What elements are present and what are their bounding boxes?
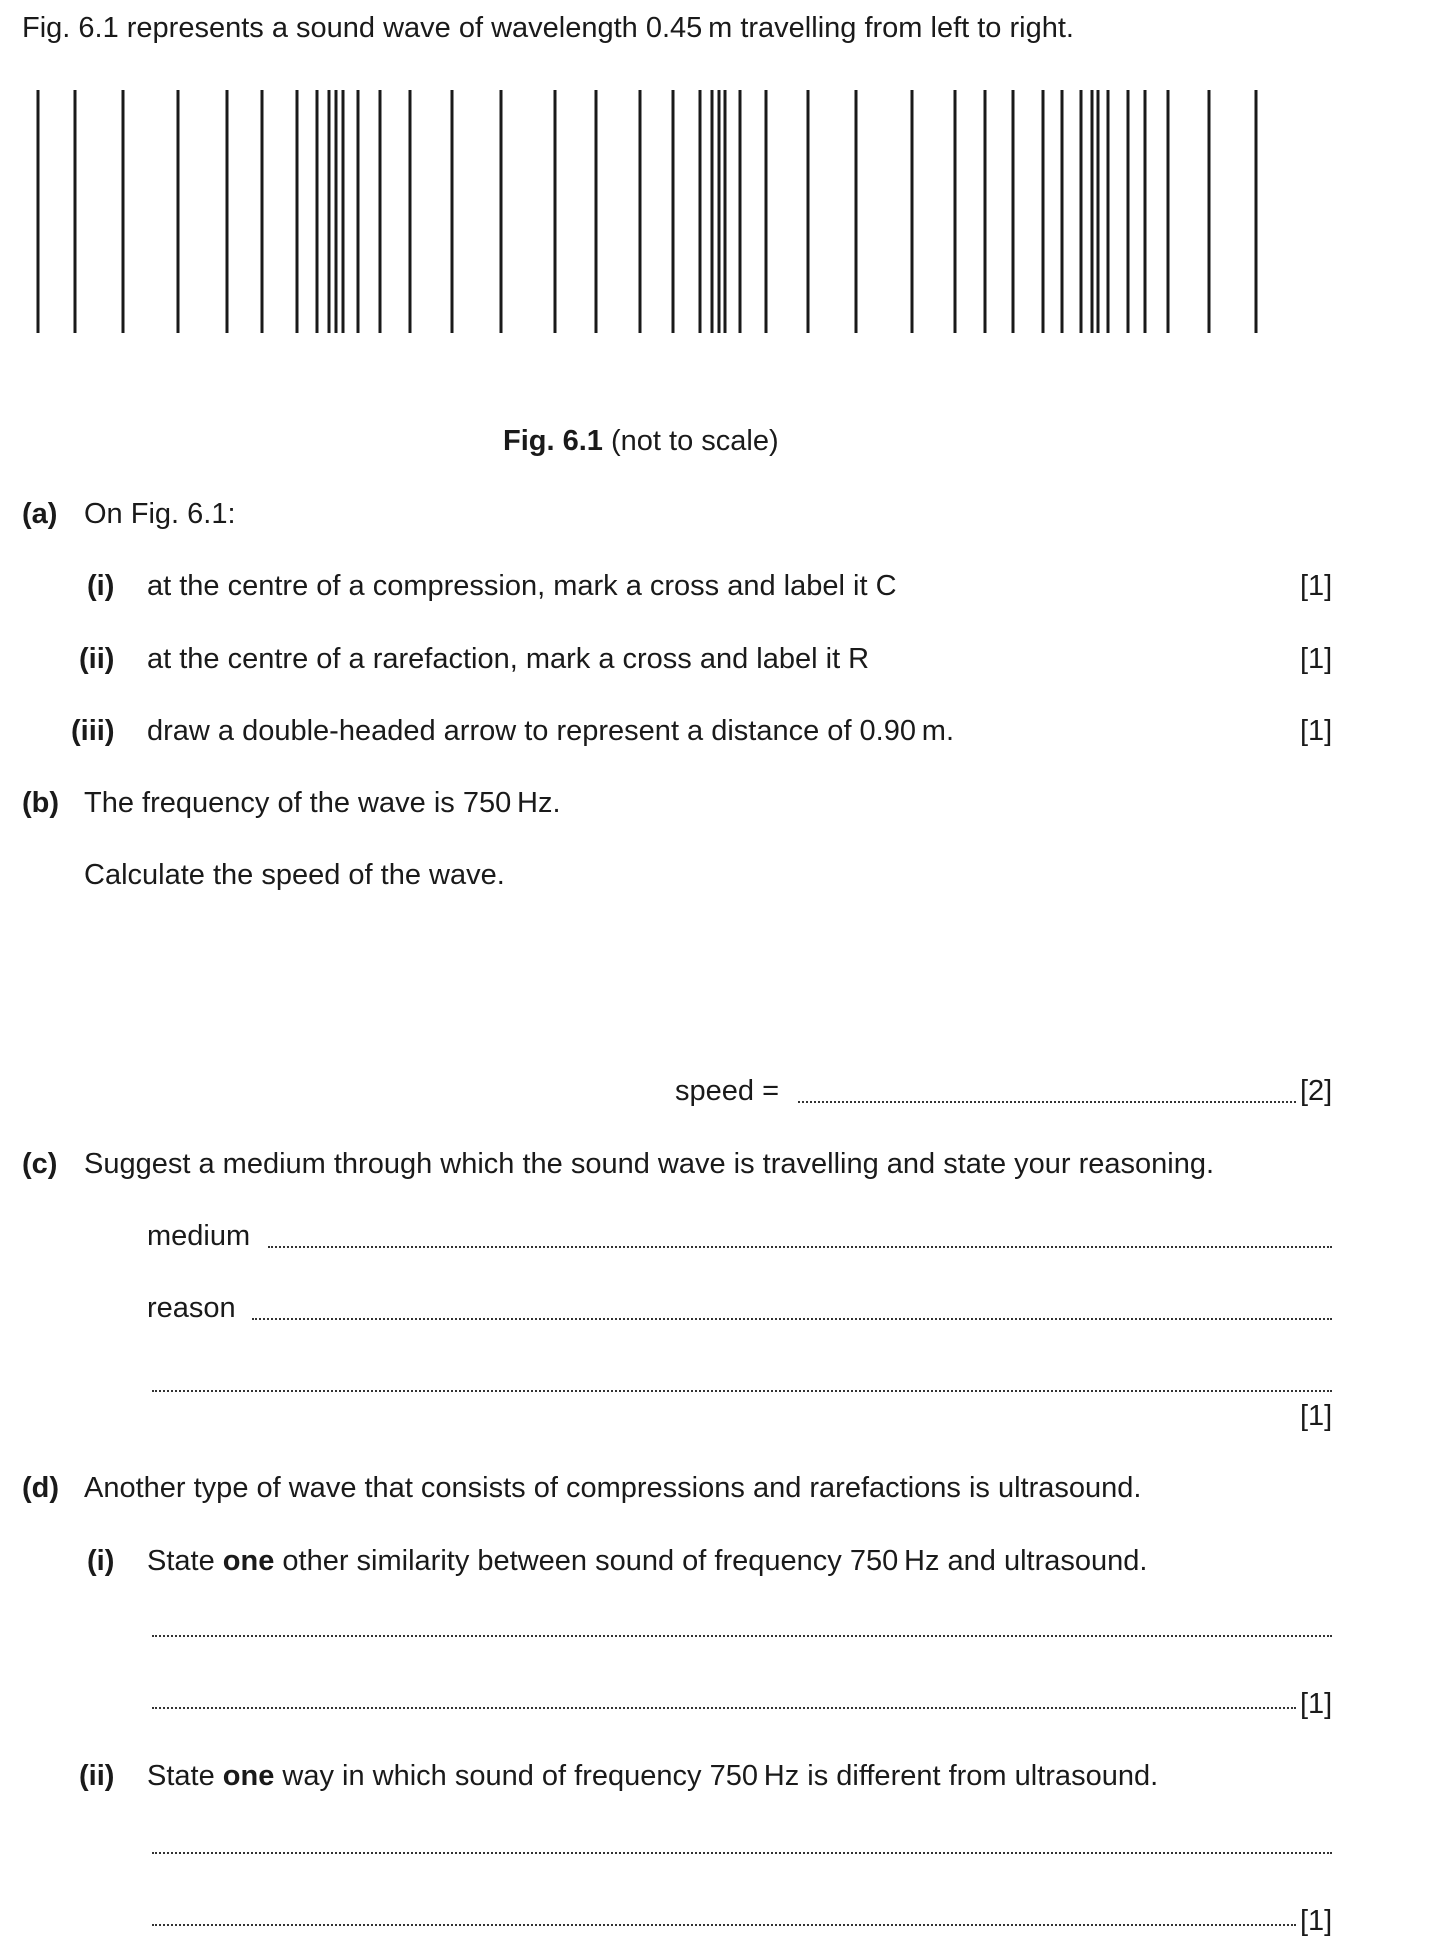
part-a-i-text: at the centre of a compression, mark a cross and label it C (147, 570, 897, 602)
part-d-ii-bold: one (222, 1760, 275, 1792)
part-d-ii-marks: [1] (1300, 1905, 1333, 1937)
part-d-text: Another type of wave that consists of compressions and rarefactions is ultrasound. (84, 1472, 1142, 1504)
figure-caption-label: Fig. 6.1 (503, 425, 603, 457)
part-a-iii-label: (iii) (71, 715, 115, 747)
part-a-ii-marks: [1] (1300, 643, 1333, 675)
speed-label: speed = (675, 1075, 780, 1107)
part-d-i-label: (i) (87, 1545, 115, 1577)
part-d-ii-pre: State (147, 1760, 223, 1792)
part-d-i-post: other similarity between sound of frequency 750 Hz and ultrasound. (274, 1545, 1148, 1577)
reason-label: reason (147, 1292, 236, 1324)
part-b-label: (b) (22, 787, 60, 819)
part-c-marks: [1] (1300, 1400, 1333, 1432)
part-d-i-pre: State (147, 1545, 223, 1577)
speed-answer-line[interactable] (798, 1101, 1296, 1103)
part-d-ii-answer-line-1[interactable] (152, 1852, 1332, 1854)
figure-caption (503, 427, 779, 456)
part-d-ii-text (147, 1762, 1158, 1791)
part-d-i-marks: [1] (1300, 1688, 1333, 1720)
part-a-text: On Fig. 6.1: (84, 498, 236, 530)
part-d-ii-label: (ii) (79, 1760, 115, 1792)
medium-label: medium (147, 1220, 251, 1252)
part-b-instruction: Calculate the speed of the wave. (84, 859, 505, 891)
part-a-label: (a) (22, 498, 58, 530)
intro-text: Fig. 6.1 represents a sound wave of wavelength 0.45 m travelling from left to right. (22, 12, 1074, 44)
part-a-i-label: (i) (87, 570, 115, 602)
part-c-text: Suggest a medium through which the sound wave is travelling and state your reasoning. (84, 1148, 1215, 1180)
part-d-label: (d) (22, 1472, 60, 1504)
part-a-iii-marks: [1] (1300, 715, 1333, 747)
part-a-ii-label: (ii) (79, 643, 115, 675)
reason-answer-line-2[interactable] (152, 1390, 1332, 1392)
part-b-text: The frequency of the wave is 750 Hz. (84, 787, 561, 819)
medium-answer-line[interactable] (268, 1246, 1332, 1248)
part-d-ii-answer-line-2[interactable] (152, 1924, 1296, 1926)
part-a-iii-text: draw a double-headed arrow to represent a distance of 0.90 m. (147, 715, 955, 747)
figure-caption-text: (not to scale) (610, 425, 779, 457)
part-c-label: (c) (22, 1148, 58, 1180)
part-b-marks: [2] (1300, 1075, 1333, 1107)
part-a-i-marks: [1] (1300, 570, 1333, 602)
part-a-ii-text: at the centre of a rarefaction, mark a cross and label it R (147, 643, 870, 675)
part-d-ii-post: way in which sound of frequency 750 Hz is different from ultrasound. (274, 1760, 1159, 1792)
part-d-i-answer-line-1[interactable] (152, 1635, 1332, 1637)
part-d-i-answer-line-2[interactable] (152, 1707, 1296, 1709)
sound-wave-figure (0, 85, 1300, 335)
reason-answer-line[interactable] (252, 1318, 1332, 1320)
part-d-i-text (147, 1547, 1147, 1576)
part-d-i-bold: one (222, 1545, 275, 1577)
